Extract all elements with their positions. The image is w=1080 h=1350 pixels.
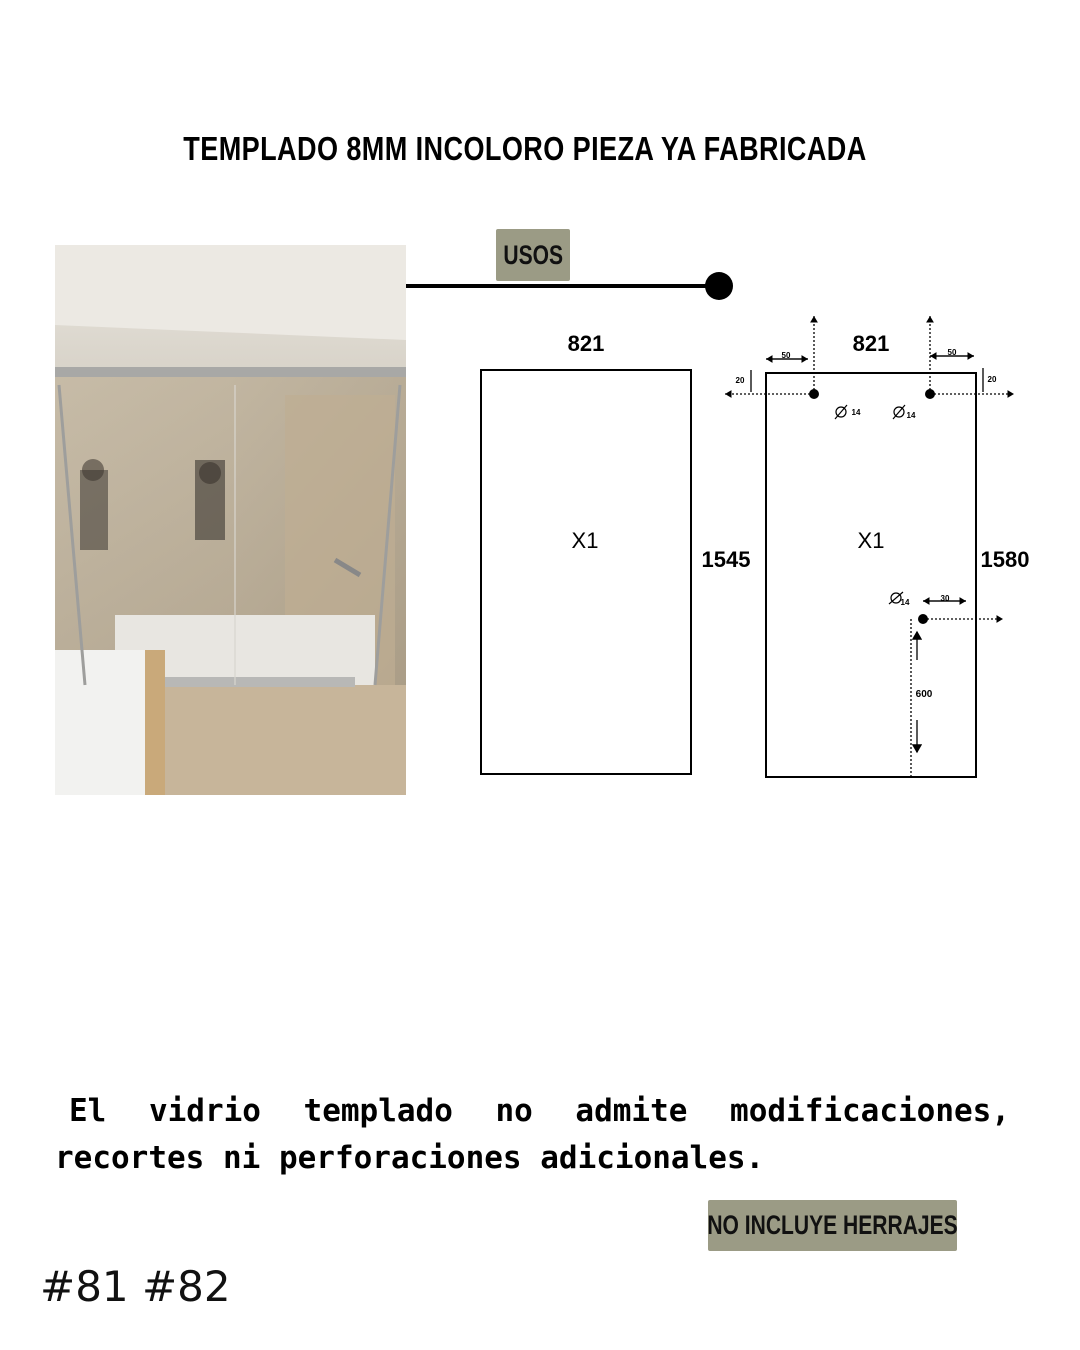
piece-1-outline (481, 370, 691, 774)
reference-tags: #81 #82 (40, 1262, 231, 1311)
piece-1-height: 1545 (701, 547, 751, 572)
piece-2-width: 821 (852, 331, 890, 356)
dim-lower-height: 600 (915, 689, 933, 700)
piece-2-outline (766, 373, 976, 777)
dim-diameter-3: 14 (900, 598, 910, 607)
dim-offset-side-right: 50 (947, 348, 957, 357)
piece-2-quantity: X1 (857, 528, 885, 553)
dim-offset-top-left: 20 (735, 376, 745, 385)
dim-lower-side: 30 (940, 594, 950, 603)
notice-text: El vidrio templado no admite modificaciones, recortes ni perforaciones adicionales. (55, 1093, 1010, 1176)
dim-diameter-1: 14 (851, 408, 861, 417)
piece-2-height: 1580 (980, 547, 1030, 572)
dim-offset-top-right: 20 (987, 375, 997, 384)
dim-diameter-2: 14 (906, 411, 916, 420)
hardware-badge (708, 1200, 957, 1251)
piece-1-quantity: X1 (571, 528, 599, 553)
piece-1-width: 821 (567, 331, 605, 356)
dim-offset-side-left: 50 (781, 351, 791, 360)
hardware-label: NO INCLUYE HERRAJES (707, 1210, 958, 1240)
page-title: TEMPLADO 8MM INCOLORO PIEZA YA FABRICADA (183, 130, 867, 167)
usos-label: USOS (503, 239, 563, 270)
